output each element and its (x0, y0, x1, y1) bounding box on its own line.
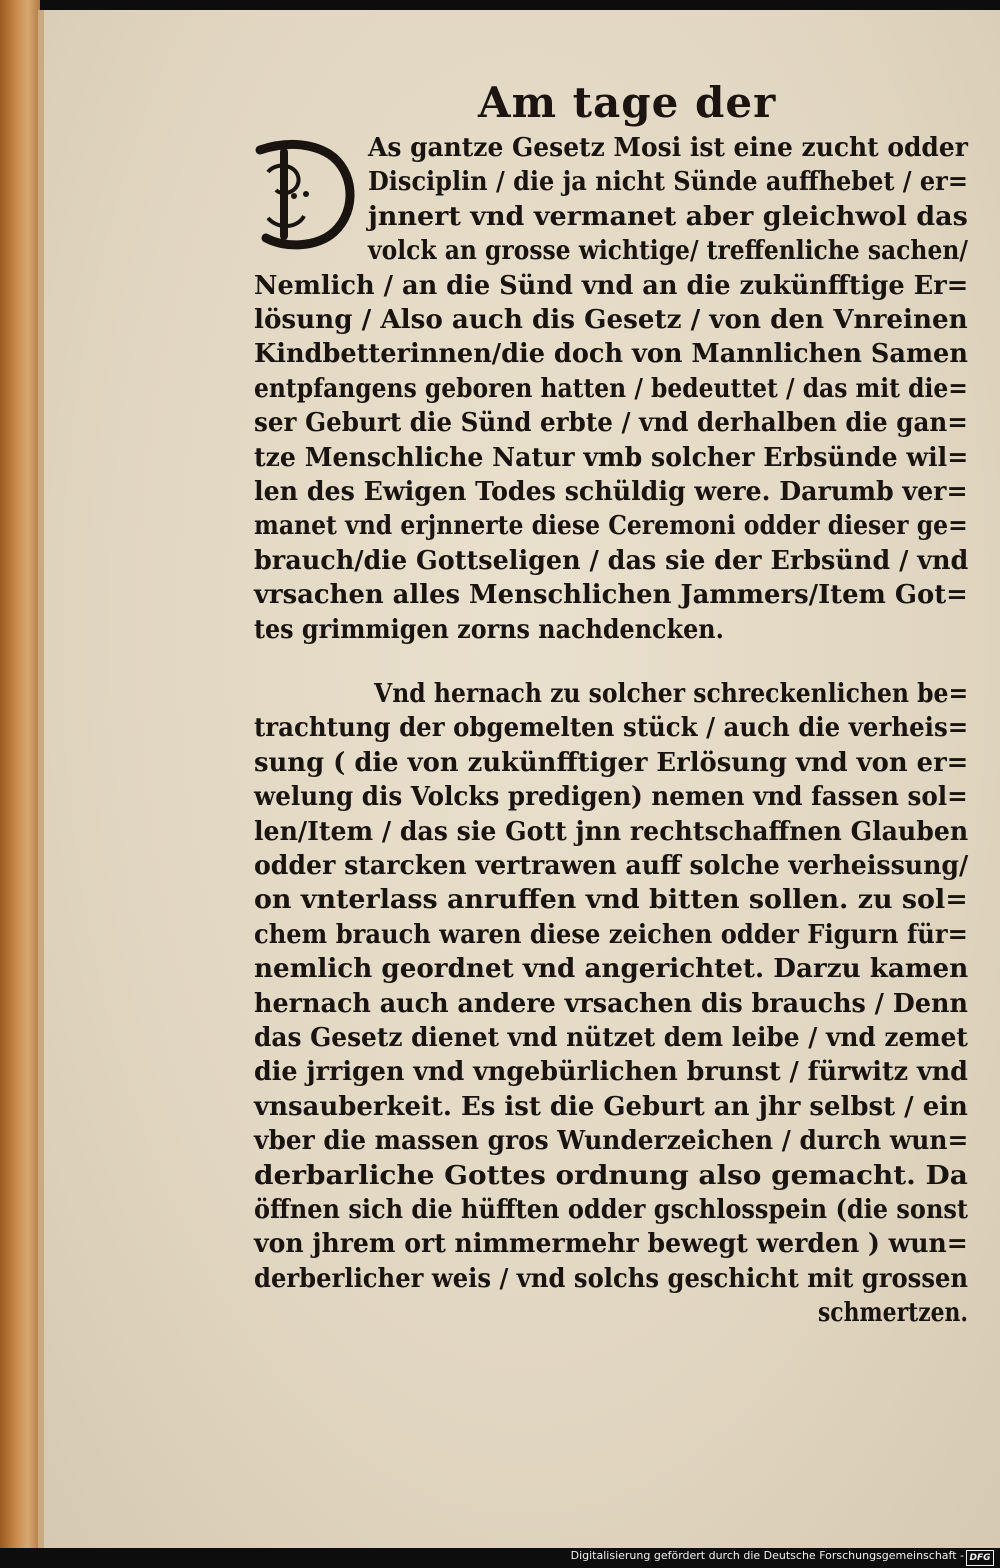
text-line: vrsachen alles Menschlichen Jammers/Item Got= (254, 580, 968, 611)
text-line: tes grimmigen zorns nachdencken. (254, 614, 724, 645)
text-line: As gantze Gesetz Mosi ist eine zucht odder (368, 133, 968, 163)
digitization-credit: Digitalisierung gefördert durch die Deutsche Forschungsgemeinschaft - (570, 1549, 964, 1562)
text-line: lösung / Also auch dis Gesetz / von den Vnreinen (254, 305, 968, 335)
text-line: Nemlich / an die Sünd vnd an die zukünfftige Er= (254, 270, 969, 301)
text-line: volck an grosse wichtige/ treffenliche sachen/ (368, 236, 968, 267)
page-header: Am tage der (478, 78, 777, 127)
text-line: sung ( die von zukünfftiger Erlösung vnd von er= (254, 747, 969, 778)
text-line: odder starcken vertrawen auff solche verheissung/ (254, 851, 969, 881)
text-line: chem brauch waren diese zeichen odder Figurn für= (254, 919, 968, 950)
text-line: öffnen sich die hüfften odder gschlosspein (die sonst (254, 1195, 969, 1225)
text-line: das Gesetz dienet vnd nützet dem leibe / vnd zemet (254, 1023, 968, 1053)
text-line: jnnert vnd vermanet aber gleichwol das (368, 201, 968, 232)
text-line: welung dis Volcks predigen) nemen vnd fassen sol= (254, 782, 968, 813)
text-line: schmertzen. (818, 1298, 969, 1329)
text-line: tze Menschliche Natur vmb solcher Erbsünde wil= (254, 442, 969, 473)
text-line: von jhrem ort nimmermehr bewegt werden ) wun= (254, 1229, 968, 1260)
dfg-logo: DFG (966, 1550, 994, 1566)
text-line: Vnd hernach zu solcher schreckenlichen be= (374, 679, 969, 709)
text-line: Kindbetterinnen/die doch von Mannlichen Samen (254, 339, 968, 370)
text-line: trachtung der obgemelten stück / auch die verheis= (254, 713, 969, 744)
text-line: derberlicher weis / vnd solchs geschicht mit grossen (254, 1263, 969, 1294)
text-line: Disciplin / die ja nicht Sünde auffhebet / er= (368, 167, 968, 198)
text-line: len des Ewigen Todes schüldig were. Darumb ver= (254, 477, 968, 507)
text-line: ser Geburt die Sünd erbte / vnd derhalben die gan= (254, 408, 968, 439)
text-line: manet vnd erjnnerte diese Ceremoni odder dieser ge= (254, 511, 968, 542)
text-line: die jrrigen vnd vngebürlichen brunst / fürwitz vnd (254, 1057, 968, 1088)
text-line: entpfangens geboren hatten / bedeuttet / das mit die= (254, 373, 968, 404)
text-line: nemlich geordnet vnd angerichtet. Darzu kamen (254, 954, 969, 985)
text-line: vber die massen gros Wunderzeichen / durch wun= (254, 1126, 969, 1157)
book-spine-edge (0, 0, 40, 1568)
text-line: len/Item / das sie Gott jnn rechtschaffnen Glauben (254, 816, 969, 847)
text-line: derbarliche Gottes ordnung also gemacht. Da (254, 1160, 968, 1191)
text-line: on vnterlass anruffen vnd bitten sollen. zu sol= (254, 885, 968, 916)
text-line: vnsauberkeit. Es ist die Geburt an jhr selbst / ein (254, 1091, 968, 1122)
text-line: hernach auch andere vrsachen dis brauchs / Denn (254, 988, 968, 1019)
text-line: brauch/die Gottseligen / das sie der Erbsünd / vnd (254, 545, 969, 576)
decorated-initial-d (254, 132, 364, 252)
